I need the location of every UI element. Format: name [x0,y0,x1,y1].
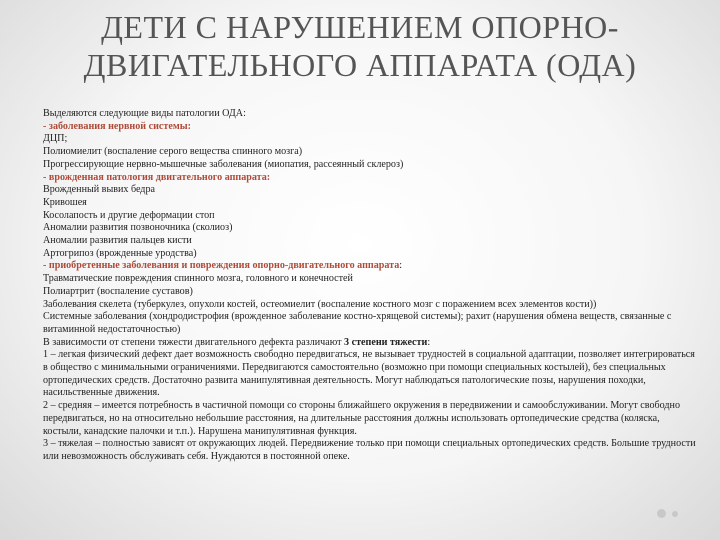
severity-level-3: 3 – тяжелая – полностью зависят от окружающих людей. Передвижение только при помощи специальных ортопедических средств. Большие трудности или невозможность обслуживать себя. Нуждаются в постоянной опеке. [43,438,696,462]
severity-count: 3 степени тяжести [344,336,428,348]
severity-level-1: 1 – легкая физический дефект дает возможность свободно передвигаться, не вызывает трудностей в социальной адаптации, позволяет интегрироваться в общество с минимальными ограничениями. Передвигаются самостоятельно (возможно при помощи специальных костылей), без специальных ортопедических средств. Достаточно развита манипулятивная деятельность. Могут наблюдаться патологические позы, нарушения походки, насильственные движения. [43,349,695,399]
list-item: ДЦП; [43,133,68,145]
list-item: Прогрессирующие нервно-мышечные заболевания (миопатия, рассеянный склероз) [43,158,404,170]
list-item: Кривошея [43,196,87,208]
dot-icon [672,511,678,517]
list-item: Заболевания скелета (туберкулез, опухоли костей, остеомиелит (воспаление костного мозг с поражением всех элементов кости)) [43,298,597,310]
category-acquired-colon: : [399,260,403,272]
severity-level-2: 2 – средняя – имеется потребность в частичной помощи со стороны ближайшего окружения в передвижении и самообслуживании. Могут свободно передвигаться, но на относительно небольшие расстояния, на длительные расстояния должны использовать ортопедические средства (коляска, костыли, канадские палочки и т.п.). Нарушена манипулятивная функция. [43,400,680,437]
list-item: Системные заболевания (хондродистрофия (врожденное заболевание костно-хрящевой системы); рахит (нарушения обмена веществ, связанные с витаминной недостаточностью) [43,311,672,335]
category-acquired-label: - приобретенные заболевания и повреждения опорно-двигательного аппарата [43,260,400,272]
category-acquired [43,260,698,273]
intro-line: Выделяются следующие виды патологии ОДА: [43,108,246,119]
category-congenital: - врожденная патология двигательного аппарата: [43,171,271,183]
category-nervous-system: - заболевания нервной системы: [43,120,191,132]
slide-body [43,108,698,464]
list-item: Аномалии развития позвоночника (сколиоз) [43,222,233,234]
list-item: Артогрипоз (врожденные уродства) [43,247,197,259]
list-item: Косолапость и другие деформации стоп [43,209,215,221]
list-item: Полиартрит (воспаление суставов) [43,285,193,297]
slide-title: ДЕТИ С НАРУШЕНИЕМ ОПОРНО-ДВИГАТЕЛЬНОГО АППАРАТА (ОДА) [83,9,637,83]
severity-intro-colon: : [427,336,431,348]
list-item: Травматические повреждения спинного мозга, головного и конечностей [43,273,353,285]
severity-intro [43,337,698,350]
list-item: Врожденный вывих бедра [43,184,155,196]
list-item: Аномалии развития пальцев кисти [43,235,192,247]
severity-intro-text: В зависимости от степени тяжести двигательного дефекта различают [43,336,345,348]
decorative-dots [657,509,678,518]
dot-icon [657,509,666,518]
list-item: Полиомиелит (воспаление серого вещества спинного мозга) [43,146,303,158]
